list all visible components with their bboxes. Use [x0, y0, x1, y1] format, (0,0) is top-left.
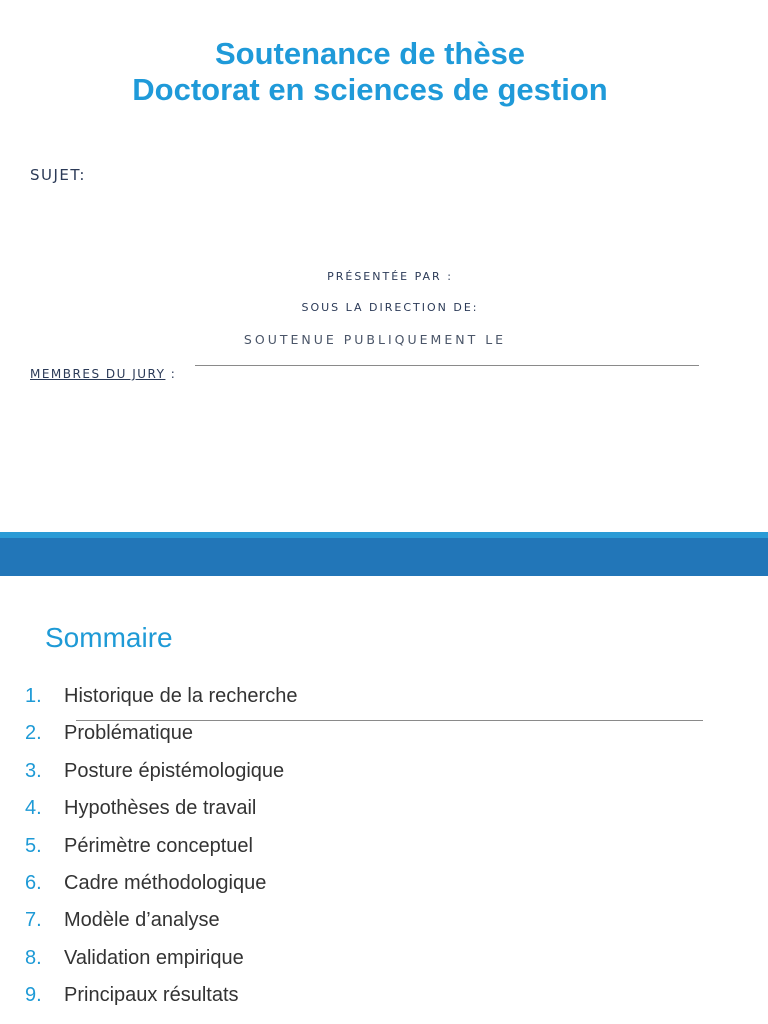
toc-item-label: Posture épistémologique	[64, 759, 285, 782]
toc-item-label: Cadre méthodologique	[64, 871, 267, 894]
divider-line	[195, 365, 699, 366]
toc-item	[25, 795, 297, 832]
toc-item-label: Validation empirique	[64, 946, 244, 969]
toc-item	[25, 945, 297, 982]
toc-item-number: 9.	[25, 984, 42, 1007]
jury-label-text: MEMBRES DU JURY	[30, 367, 166, 381]
toc-item	[25, 683, 297, 720]
slide-separator-band	[0, 538, 768, 576]
toc-item-label: Problématique	[64, 722, 193, 745]
toc-item	[25, 833, 297, 870]
sujet-label: SUJET:	[30, 166, 86, 184]
toc-item-number: 7.	[25, 909, 42, 932]
sommaire-title: Sommaire	[45, 622, 173, 653]
soutenue-label: SOUTENUE PUBLIQUEMENT LE	[243, 332, 507, 347]
presentee-par-label: PRÉSENTÉE PAR :	[327, 270, 453, 283]
title-line-1: Soutenance de thèse	[214, 36, 526, 71]
toc-item-number: 1.	[25, 685, 42, 707]
slide-title	[0, 36, 740, 108]
title-line-2: Doctorat en sciences de gestion	[132, 72, 608, 107]
direction-label: SOUS LA DIRECTION DE:	[301, 301, 479, 314]
toc-item-label: Modèle d’analyse	[64, 909, 220, 932]
toc-item-label: Hypothèses de travail	[64, 797, 257, 820]
jury-label	[30, 367, 176, 381]
toc-item	[25, 870, 297, 907]
toc-item-number: 2.	[25, 722, 42, 745]
jury-label-colon: :	[165, 367, 177, 381]
toc-item-number: 6.	[25, 871, 42, 894]
toc-item	[25, 907, 297, 944]
toc-item	[25, 758, 297, 795]
toc-item-label: Historique de la recherche	[64, 685, 298, 707]
toc-item-number: 8.	[25, 946, 42, 969]
toc-item-label: Périmètre conceptuel	[64, 834, 253, 857]
toc-item	[25, 982, 297, 1019]
toc-item-number: 3.	[25, 759, 42, 782]
toc-list	[25, 683, 297, 1020]
toc-item-number: 5.	[25, 834, 42, 857]
toc-item-number: 4.	[25, 797, 42, 820]
toc-item	[25, 720, 297, 757]
toc-item-label: Principaux résultats	[64, 984, 239, 1007]
